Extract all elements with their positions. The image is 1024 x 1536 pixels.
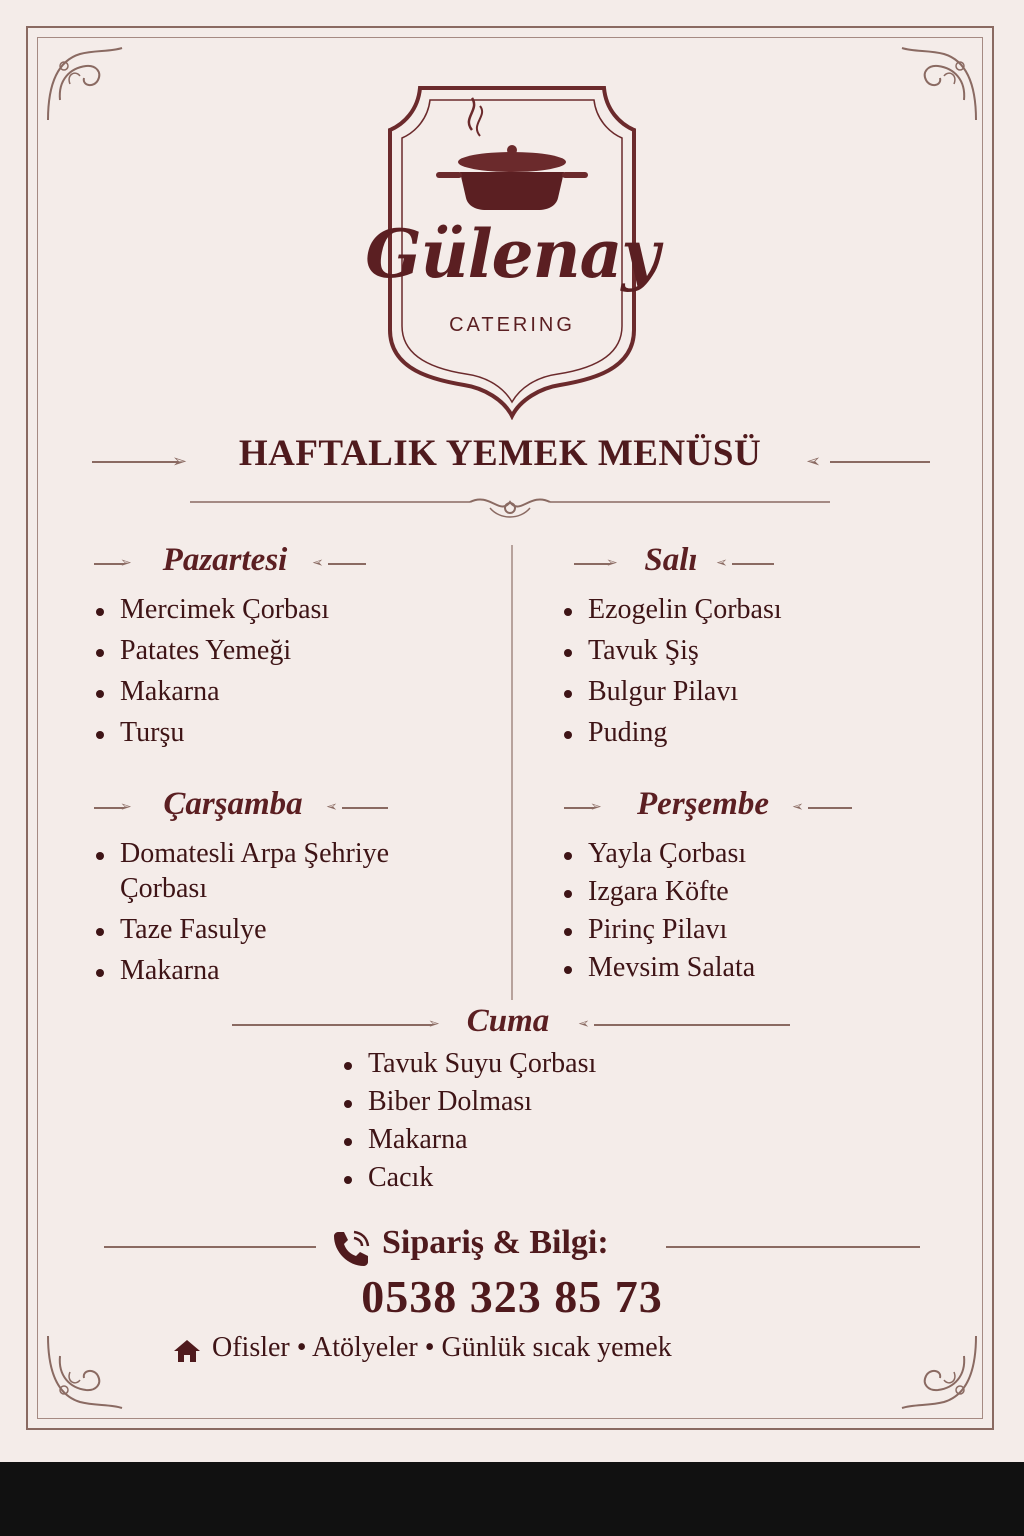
day-title-sali: Salı xyxy=(644,542,698,578)
contact-rule-left xyxy=(104,1246,316,1248)
page-title: HAFTALIK YEMEK MENÜSÜ xyxy=(238,433,762,474)
heading-rule xyxy=(808,807,852,809)
flourish-divider-icon xyxy=(190,492,830,526)
phone-icon xyxy=(330,1226,374,1270)
heading-rule xyxy=(574,563,610,565)
corner-ornament-icon xyxy=(40,40,130,130)
list-item: Mevsim Salata xyxy=(562,950,962,985)
list-item: Makarna xyxy=(342,1122,742,1157)
list-item: Bulgur Pilavı xyxy=(562,674,962,709)
list-item: Patates Yemeği xyxy=(94,633,494,668)
list-item: Domatesli Arpa Şehriye Çorbası xyxy=(94,836,454,906)
arrow-right-icon: ➢ xyxy=(590,800,602,815)
menu-list-pazartesi xyxy=(94,592,494,756)
arrow-left-icon: ➢ xyxy=(326,800,338,815)
list-item: Tavuk Şiş xyxy=(562,633,962,668)
corner-ornament-icon xyxy=(40,1326,130,1416)
heading-rule xyxy=(342,807,388,809)
list-item: Makarna xyxy=(94,953,454,988)
heading-rule xyxy=(328,563,366,565)
day-title-carsamba: Çarşamba xyxy=(163,786,303,822)
day-title-cuma: Cuma xyxy=(466,1003,550,1039)
day-title-persembe: Perşembe xyxy=(637,786,769,822)
list-item: Biber Dolması xyxy=(342,1084,742,1119)
menu-list-carsamba xyxy=(94,836,454,994)
list-item: Izgara Köfte xyxy=(562,874,962,909)
list-item: Pirinç Pilavı xyxy=(562,912,962,947)
brand-subtitle: CATERING xyxy=(449,314,575,336)
title-rule-right xyxy=(830,461,930,463)
list-item: Turşu xyxy=(94,715,494,750)
arrow-right-icon: ➢ xyxy=(120,556,132,571)
home-icon xyxy=(172,1338,202,1364)
heading-rule xyxy=(732,563,774,565)
bottom-bar xyxy=(0,1462,1024,1536)
list-item: Ezogelin Çorbası xyxy=(562,592,962,627)
brand-name: Gülenay xyxy=(365,215,659,293)
heading-rule xyxy=(232,1024,432,1026)
column-divider xyxy=(511,545,513,1000)
arrow-right-icon: ➢ xyxy=(120,800,132,815)
arrow-right-icon: ➢ xyxy=(606,556,618,571)
menu-list-persembe xyxy=(562,836,962,988)
arrow-right-icon: ➢ xyxy=(172,451,188,471)
contact-label: Sipariş & Bilgi: xyxy=(382,1224,609,1261)
list-item: Puding xyxy=(562,715,962,750)
footer-tagline: Ofisler • Atölyeler • Günlük sıcak yemek xyxy=(212,1332,672,1363)
menu-list-cuma xyxy=(342,1046,742,1198)
arrow-left-icon: ➢ xyxy=(806,451,822,471)
arrow-left-icon: ➢ xyxy=(716,556,728,571)
heading-rule xyxy=(594,1024,790,1026)
list-item: Yayla Çorbası xyxy=(562,836,962,871)
arrow-left-icon: ➢ xyxy=(312,556,324,571)
arrow-right-icon: ➢ xyxy=(428,1017,440,1032)
phone-number[interactable]: 0538 323 85 73 xyxy=(361,1271,663,1322)
corner-ornament-icon xyxy=(894,40,984,130)
arrow-left-icon: ➢ xyxy=(578,1017,590,1032)
title-rule-left xyxy=(92,461,178,463)
menu-list-sali xyxy=(562,592,962,756)
list-item: Cacık xyxy=(342,1160,742,1195)
list-item: Makarna xyxy=(94,674,494,709)
arrow-left-icon: ➢ xyxy=(792,800,804,815)
list-item: Taze Fasulye xyxy=(94,912,454,947)
day-title-pazartesi: Pazartesi xyxy=(162,542,288,578)
list-item: Tavuk Suyu Çorbası xyxy=(342,1046,742,1081)
list-item: Mercimek Çorbası xyxy=(94,592,494,627)
